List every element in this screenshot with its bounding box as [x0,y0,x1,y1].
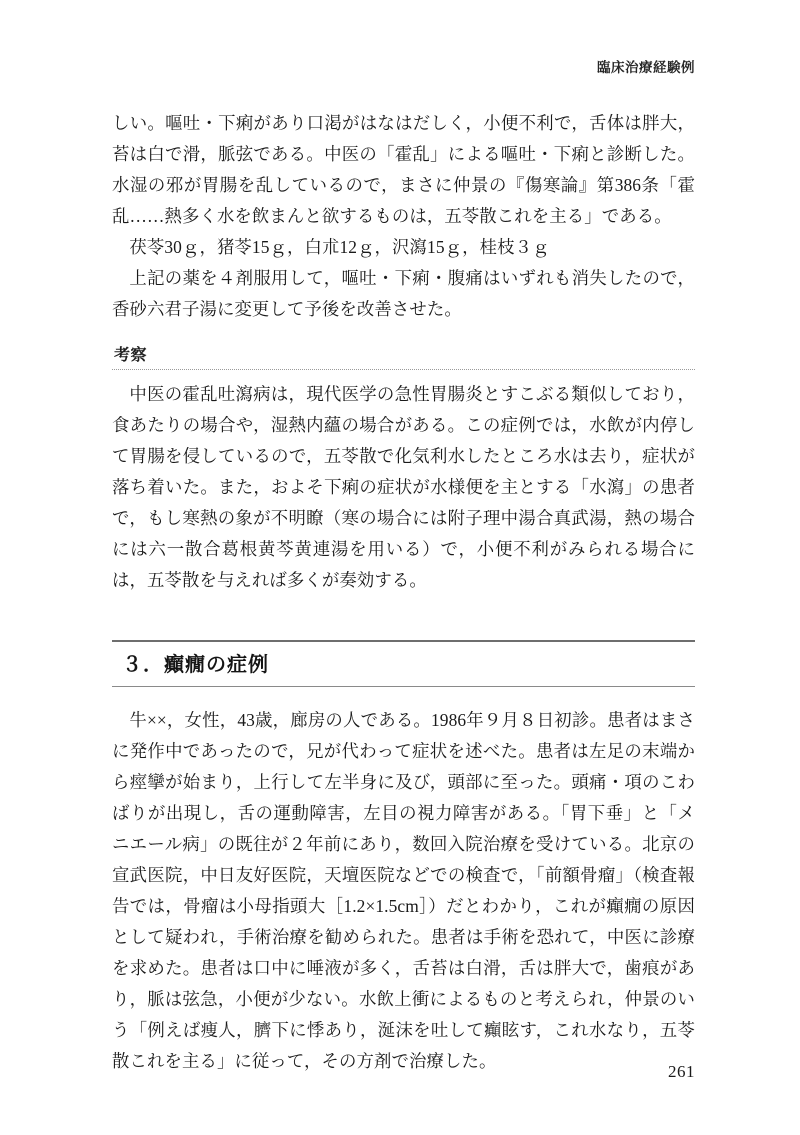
discussion-subheading-rule [112,369,695,370]
paragraph-prescription: 茯苓30ｇ，猪苓15ｇ，白朮12ｇ，沢瀉15ｇ，桂枝３ｇ [129,237,550,257]
paragraph-case-continued-1: しい。嘔吐・下痢があり口渇がはなはだしく，小便不利で，舌体は胖大，苔は白で滑，脈弦である。中医の「霍乱」による嘔吐・下痢と診断した。水湿の邪が胃腸を乱しているので，まさに仲景の『傷寒論』第386条「霍乱……熱多く水を飲まんと欲するものは，五苓散これを主る」である。 [112,113,695,226]
discussion-subheading-label: 考察 [114,345,148,364]
paragraph-section-3-1: 牛××，女性，43歳，廊房の人である。1986年９月８日初診。患者はまさに発作中であったので，兄が代わって症状を述べた。患者は左足の末端から痙攣が始まり，上行して左半身に及び，頭部に至った。頭痛・項のこわばりが出現し，舌の運動障害，左目の視力障害がある。「胃下垂」と「メニエール病」の既往が２年前にあり，数回入院治療を受けている。北京の宣武医院，中日友好医院，天壇医院などでの検査で，「前額骨瘤」（検査報告では，骨瘤は小母指頭大［1.2×1.5cm］）だとわかり，これが癲癇の原因として疑われ，手術治療を勧められた。患者は手術を恐れて，中医に診療を求めた。患者は口中に唾液が多く，舌苔は白滑，舌は胖大で，歯痕があり，脈は弦急，小便が少ない。水飲上衝によるものと考えられ，仲景のいう「例えば痩人，臍下に悸あり，涎沫を吐して癲眩す，これ水なり，五苓散これを主る」に従って，その方剤で治療した。 [112,709,695,1071]
section-3-title: ３．癲癇の症例 [122,651,269,676]
section-rule-bottom [112,686,695,687]
discussion-subheading [112,345,695,370]
paragraph-case-continued-2: 上記の薬を４剤服用して，嘔吐・下痢・腹痛はいずれも消失したので，香砂六君子湯に変更して予後を改善させた。 [112,268,695,319]
paragraph-discussion-1: 中医の霍乱吐瀉病は，現代医学の急性胃腸炎とすこぶる類似しており，食あたりの場合や，湿熱内蘊の場合がある。この症例では，水飲が内停して胃腸を侵しているので，五苓散で化気利水したところ水は去り，症状が落ち着いた。また，およそ下痢の症状が水様便を主とする「水瀉」の患者で，もし寒熱の象が不明瞭（寒の場合には附子理中湯合真武湯，熱の場合には六一散合葛根黄芩黄連湯を用いる）で，小便不利がみられる場合には，五苓散を与えれば多くが奏効する。 [112,383,695,590]
running-head: 臨床治療経験例 [597,60,695,76]
main-text-column [112,108,695,1077]
page-number: 261 [668,1062,695,1081]
section-3-heading [112,640,695,687]
